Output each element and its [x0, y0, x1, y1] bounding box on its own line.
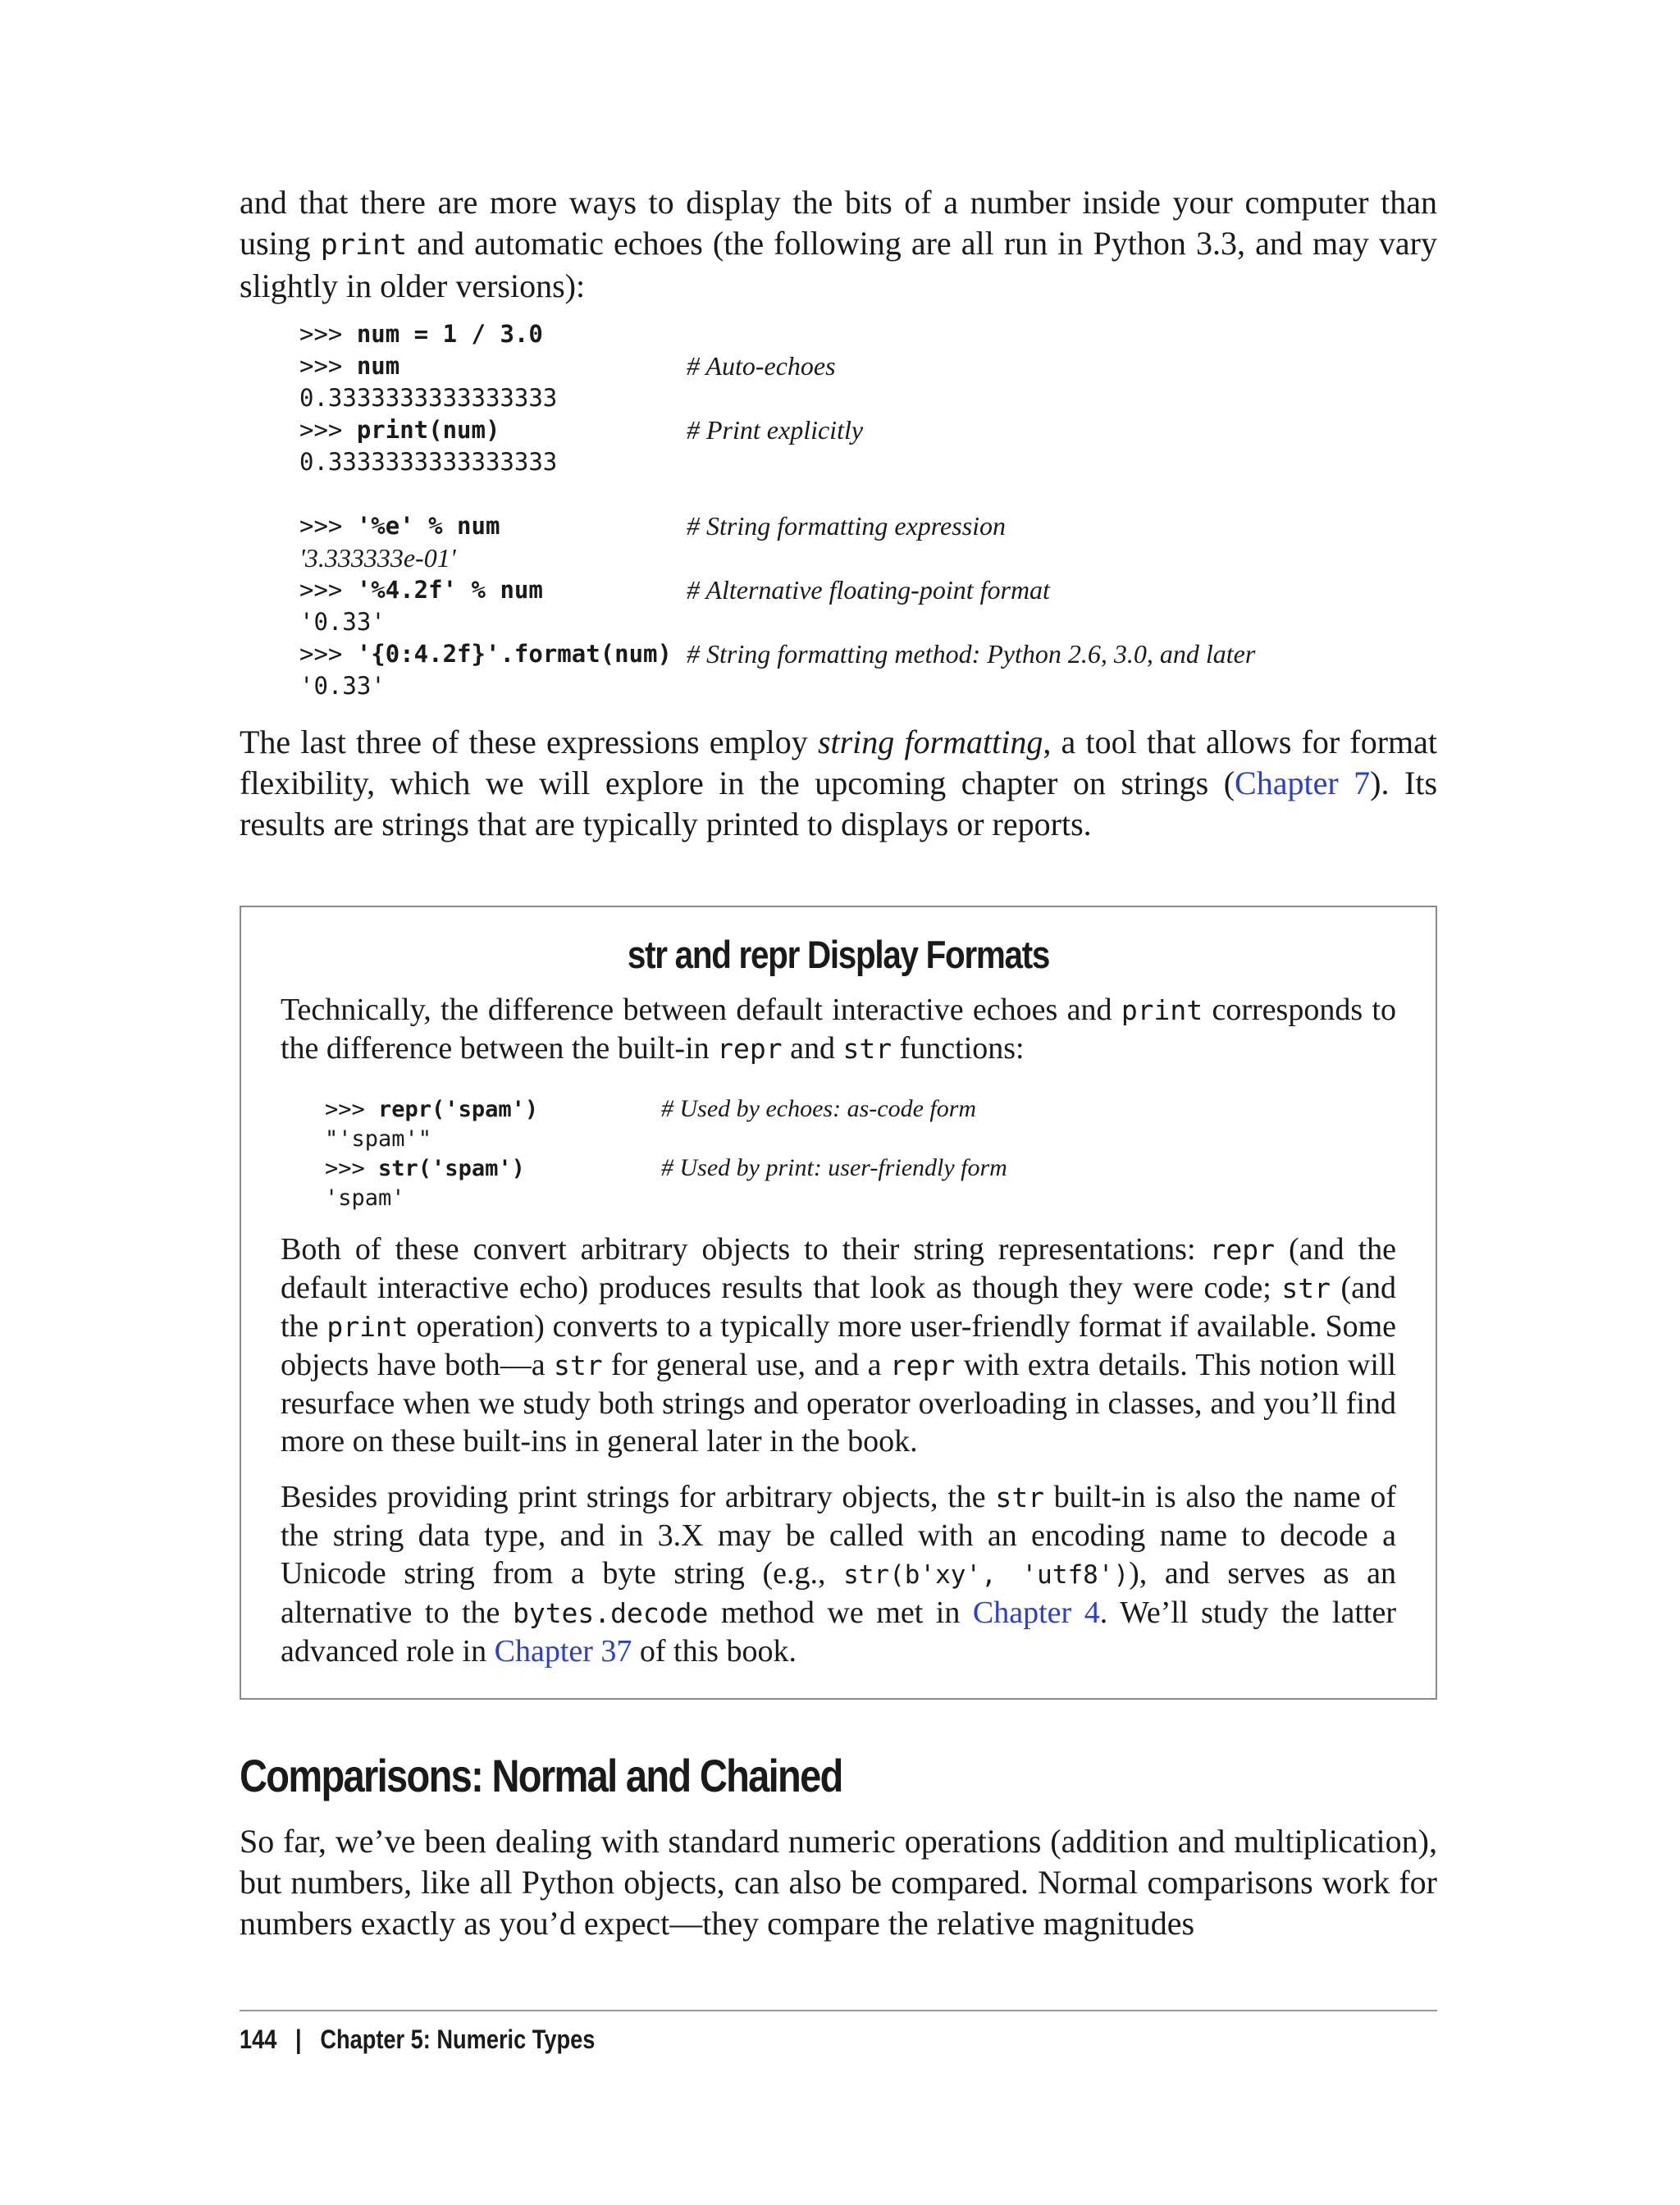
sidebar-paragraph: Besides providing print strings for arbitrary objects, the str built-in is also the name of the string data type, and in 3.X may be called with an encoding name to decode a Unicode string from a byte string (e.g., str(b'xy', 'utf8')), and serves as an alternative to the bytes.decode method we met in Chapter 4. We’ll study the latter advanced role in Chapter 37 of this book.: [281, 1480, 1396, 1669]
code-output: 0.3333333333333333: [299, 384, 558, 412]
code-line: >>> '%4.2f' % num # Alternative floating-point format: [299, 575, 1050, 605]
code-example: [299, 318, 1256, 702]
body-paragraph: So far, we’ve been dealing with standard numeric operations (addition and multiplication), but numbers, like all Python objects, can also be compared. Normal comparisons work for numbers exactly as you’d expect—they compare the relative magnitudes: [240, 1823, 1437, 1942]
code-comment: # String formatting method: Python 2.6, 3.0, and later: [687, 639, 1256, 669]
chapter-7-link[interactable]: Chapter 7: [1235, 765, 1371, 801]
code-output: '0.33': [299, 608, 386, 636]
code-line: >>> repr('spam') # Used by echoes: as-code form: [325, 1095, 977, 1122]
intro-paragraph: and that there are more ways to display the bits of a number inside your computer than using print and automatic echoes (the following are all run in Python 3.3, and may vary slightly in older versions):: [240, 184, 1438, 304]
code-output: 'spam': [325, 1185, 405, 1211]
code-output: '3.333333e-01': [299, 543, 456, 573]
sidebar-paragraph: Technically, the difference between default interactive echoes and print corresponds to the difference between the built-in repr and str functions:: [281, 993, 1396, 1066]
code-comment: # Alternative floating-point format: [687, 575, 1050, 605]
code-comment: # Used by echoes: as-code form: [661, 1095, 977, 1122]
emphasis: string formatting: [817, 724, 1043, 760]
inline-code: print: [320, 229, 408, 262]
page-footer: [240, 2025, 595, 2055]
chapter-title: Chapter 5: Numeric Types: [320, 2025, 596, 2054]
code-comment: # Auto-echoes: [687, 351, 836, 381]
footer-separator: |: [295, 2025, 302, 2054]
code-line: >>> num = 1 / 3.0: [299, 320, 543, 348]
sidebar-box: [240, 906, 1437, 1700]
section-heading: Comparisons: Normal and Chained: [240, 1750, 842, 1801]
code-line: >>> print(num) # Print explicitly: [299, 415, 864, 445]
code-comment: # String formatting expression: [687, 511, 1007, 541]
page-number: 144: [240, 2025, 277, 2054]
code-output: 0.3333333333333333: [299, 448, 558, 476]
chapter-37-link[interactable]: Chapter 37: [494, 1634, 632, 1669]
code-comment: # Print explicitly: [687, 415, 864, 445]
code-line: >>> str('spam') # Used by print: user-friendly form: [325, 1154, 1007, 1181]
code-line: >>> num # Auto-echoes: [299, 351, 836, 381]
code-output: "'spam'": [325, 1126, 432, 1152]
code-line: >>> '{0:4.2f}'.format(num) # String formatting method: Python 2.6, 3.0, and later: [299, 639, 1256, 669]
code-comment: # Used by print: user-friendly form: [661, 1154, 1007, 1181]
sidebar-paragraph: Both of these convert arbitrary objects to their string representations: repr (and the default interactive echo) produces results that look as though they were code; str (and the print operation) converts to a typically more user-friendly format if available. Some objects have both—a str for general use, and a repr with extra details. This notion will resurface when we study both strings and operator overloading in classes, and you’ll find more on these built-ins in general later in the book.: [281, 1232, 1396, 1459]
footer-rule: [240, 2010, 1437, 2011]
sidebar-code: [325, 1094, 1007, 1212]
code-line: >>> '%e' % num # String formatting expression: [299, 511, 1007, 541]
sidebar-title: str and repr Display Formats: [627, 933, 1050, 976]
chapter-4-link[interactable]: Chapter 4: [972, 1596, 1100, 1630]
code-output: '0.33': [299, 672, 386, 700]
body-paragraph: The last three of these expressions employ string formatting, a tool that allows for format flexibility, which we will explore in the upcoming chapter on strings (Chapter 7). Its results are strings that are typically printed to displays or reports.: [240, 724, 1438, 842]
